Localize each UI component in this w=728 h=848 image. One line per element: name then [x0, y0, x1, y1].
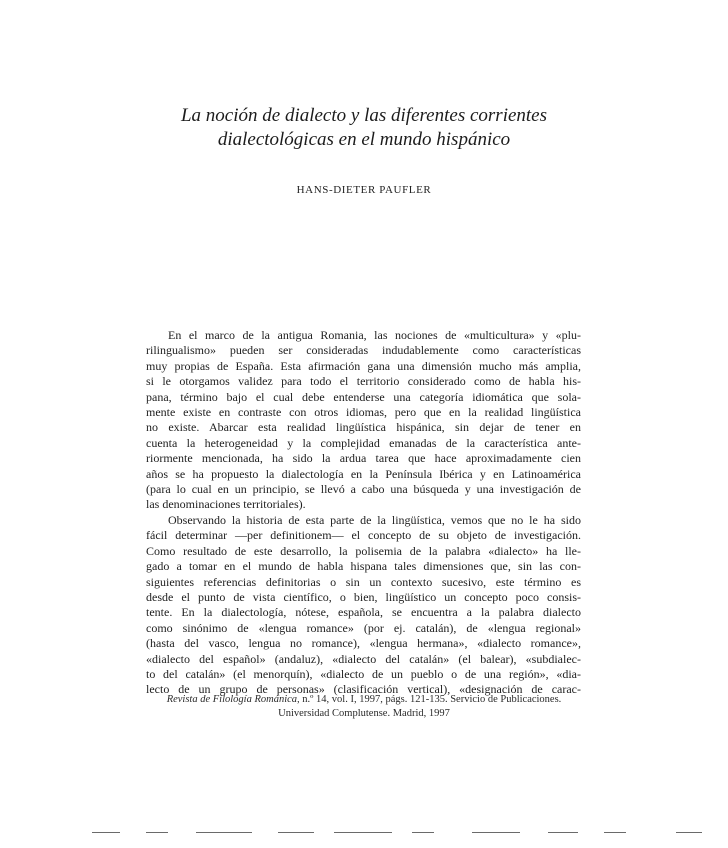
text-line: lecto de un grupo de personas» (clasificación vertical), «designación de carac-: [146, 682, 581, 697]
text-line: En el marco de la antigua Romania, las nociones de «multicultura» y «plu-: [168, 328, 581, 342]
text-line: riormente mencionada, ha sido la ardua tarea que hace aproximadamente cien: [146, 451, 581, 466]
scan-mark: [92, 832, 120, 833]
text-line: pana, término bajo el cual debe entenderse una categoría idiomática que sola-: [146, 389, 581, 404]
scan-mark: [412, 832, 434, 833]
scan-mark: [334, 832, 392, 833]
text-line: rilingualismo» pueden ser consideradas indudablemente como características: [146, 343, 581, 358]
text-line: Como resultado de este desarrollo, la polisemia de la palabra «dialecto» ha lle-: [146, 543, 581, 558]
text-line: siguientes referencias definitorias o sin un contexto sucesivo, este término es: [146, 574, 581, 589]
text-line: Observando la historia de esta parte de la lingüística, vemos que no le ha sido: [168, 512, 581, 527]
text-line: cuenta la heterogeneidad y la complejidad emanadas de la característica ante-: [146, 435, 581, 450]
text-line: si le otorgamos validez para todo el territorio considerado como de habla his-: [146, 374, 581, 389]
citation-line-2: Universidad Complutense. Madrid, 1997: [278, 708, 450, 719]
scan-mark: [676, 832, 702, 833]
text-line: muy propias de España. Esta afirmación gana una dimensión mucho más amplia,: [146, 358, 581, 373]
text-line: no existe. Abarcar esta realidad lingüística hispánica, sin dejar de tener en: [146, 420, 581, 435]
citation-line-1: [0, 693, 728, 707]
article-title: [0, 104, 728, 152]
text-line: fácil determinar —per definitionem— el concepto de su objeto de investigación.: [146, 528, 581, 543]
text-line: gado a tomar en el mundo de habla hispana tales dimensiones que, sin las con-: [146, 559, 581, 574]
journal-name: Revista de Filología Románica,: [166, 694, 300, 705]
text-line: como sinónimo de «lengua romance» (por ej. catalán), de «lengua regional»: [146, 620, 581, 635]
text-line: «dialecto del español» (andaluz), «dialecto del catalán» (el balear), «subdialec-: [146, 651, 581, 666]
citation-footer: [0, 693, 728, 721]
text-line: mente existe en contraste con otros idiomas, pero que en la realidad lingüística: [146, 405, 581, 420]
scan-mark: [278, 832, 314, 833]
text-line: tente. En la dialectología, nótese, española, se encuentra a la palabra dialecto: [146, 605, 581, 620]
text-line: las denominaciones territoriales).: [146, 497, 306, 512]
scan-mark: [548, 832, 578, 833]
text-line: (hasta del vasco, lengua no romance), «lengua hermana», «dialecto romance»,: [146, 636, 581, 651]
title-line-1: La noción de dialecto y las diferentes corrientes: [180, 105, 548, 126]
scan-mark: [472, 832, 520, 833]
article-body: [146, 328, 581, 698]
title-line-2: dialectológicas en el mundo hispánico: [217, 129, 511, 150]
scan-edge-marks: [0, 832, 728, 842]
author-name: HANS-DIETER PAUFLER: [296, 184, 432, 196]
text-line: (para lo cual en un principio, se llevó a cabo una búsqueda y una investigación de: [146, 482, 581, 497]
text-line: to del catalán» (el menorquín), «dialecto de un pueblo o de una región», «dia-: [146, 666, 581, 681]
text-line: desde el punto de vista científico, o bien, lingüístico un concepto poco consis-: [146, 589, 581, 604]
paragraph-2: [146, 513, 581, 698]
scan-mark: [604, 832, 626, 833]
paragraph-1: [146, 328, 581, 513]
text-line: años se ha propuesto la dialectología en la Península Ibérica y en Latinoamérica: [146, 466, 581, 481]
citation-details: n.º 14, vol. I, 1997, págs. 121-135. Servicio de Publicaciones.: [299, 694, 562, 705]
scan-mark: [146, 832, 168, 833]
scan-mark: [196, 832, 252, 833]
